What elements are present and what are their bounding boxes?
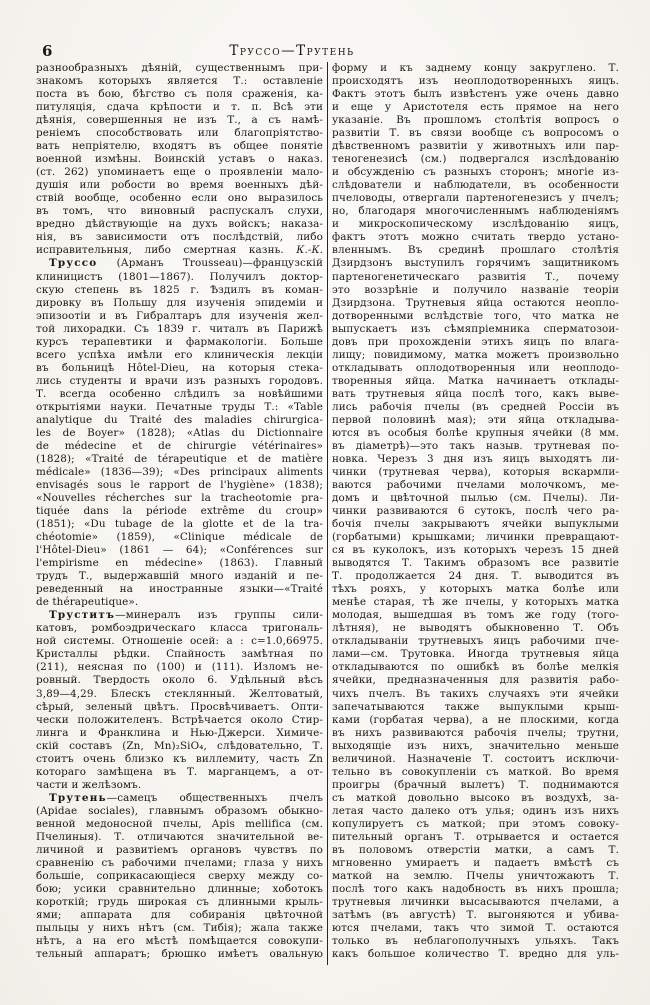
- text-line: тельно въ совокупленіи съ маткой. Во время: [332, 765, 619, 778]
- text-line: Фактъ этотъ былъ извѣстенъ уже очень давно: [332, 88, 619, 101]
- text-line: летая часто далеко отъ улья; одинъ изъ нихъ: [332, 804, 619, 817]
- text-line: tiquée dans la période extrême du croup»: [36, 505, 323, 518]
- text-line: лищу; повидимому, матка можетъ произвольно: [332, 348, 619, 361]
- text-line: откладываніи трутневыхъ яицъ рабочими пче-: [332, 635, 619, 648]
- text-line: выводятся Т. Такимъ образомъ все развитіе: [332, 557, 619, 570]
- text-line: всего успѣха имѣли его клиническія лекціи: [36, 348, 323, 361]
- text-line: envisagés sous le rapport de l'hygiène» (1838);: [36, 479, 323, 491]
- text-line: ются пчелами, такъ что зимой Т. остаются: [332, 922, 619, 935]
- text-line: l'Hôtel-Dieu» (1861 — 64); «Conférences sur: [36, 544, 323, 557]
- text-line: открытіями науки. Печатные труды Т.: «Table: [36, 400, 323, 413]
- text-line: чески положителенъ. Встрѣчается около Стир-: [36, 713, 323, 726]
- text-line: въ діаметрѣ)—это такъ назыв. трутневая по-: [332, 439, 619, 452]
- text-line: эпизоотіи и въ Гибралтаръ для изученія жел-: [36, 309, 323, 322]
- text-line: довъ при прохожденіи этихъ яицъ по влага-: [332, 335, 619, 348]
- text-line: знакомъ которыхъ является Т.: оставленіе: [36, 75, 323, 88]
- text-line: (1851); «Du tubage de la glotte et de la tra-: [36, 518, 323, 531]
- left-column: [36, 62, 323, 961]
- text-line: дѣянія, совершенныя не изъ Т., а съ намѣ-: [36, 114, 323, 127]
- text-line: бочія пчелы закрываютъ ячейки выпуклыми: [332, 518, 619, 531]
- page-header: [38, 42, 616, 60]
- text-line: лись рабочія пчелы (въ средней Россіи въ: [332, 400, 619, 413]
- text-line: лѣтняя), не выводятъ обыкновенно Т. Объ: [332, 622, 619, 635]
- text-line: выпускаетъ изъ сѣмяпріемника сперматозои-: [332, 322, 619, 335]
- text-line: Т. всегда особенно слѣдилъ за новѣйшими: [36, 387, 323, 400]
- text-line: вредно дѣйствующіе на духъ войскъ; наказа-: [36, 218, 323, 231]
- text-line: нія, въ зависимости отъ послѣдствій, либо: [36, 231, 323, 244]
- text-line: запечатываются также выпуклыми крыш-: [332, 700, 619, 713]
- text-line: военной измѣны. Воинскій уставъ о наказ.: [36, 153, 323, 166]
- text-line: чинки (трутневая черва), которыя вскармли-: [332, 465, 619, 478]
- text-line: Труссо (Арманъ Trousseau)—французскій: [49, 257, 323, 270]
- text-line: въ нихъ развиваются рабочія пчелы; трутни,: [332, 726, 619, 739]
- text-line: творенныя яйца. Матка начинаетъ отклады-: [332, 374, 619, 387]
- text-line: съ маткой довольно высоко въ воздухѣ, за-: [332, 791, 619, 804]
- text-line: сѣрый, зеленый цвѣтъ. Просвѣчиваетъ. Опти-: [36, 700, 323, 713]
- running-title: Труссо—Трутень: [229, 43, 355, 59]
- text-line: скій составъ (Zn, Mn)₂SiO₄, слѣдовательно, Т.: [36, 739, 323, 752]
- text-line: ся въ куколокъ, изъ которыхъ черезъ 15 дней: [332, 544, 619, 557]
- text-line: вать непріятелю, входятъ въ общее понятіе: [36, 140, 323, 153]
- text-line: (горбатыми) крышками; личинки превращают-: [332, 531, 619, 544]
- text-line: Кристаллы рѣдки. Спайность замѣтная по: [36, 648, 323, 661]
- text-line: короткій; грудь широкая съ длинными крыль-: [36, 896, 323, 908]
- entry-headword: Труссо: [49, 257, 98, 270]
- text-line: новка. Черезъ 3 дня изъ яицъ выходятъ ли-: [332, 452, 619, 465]
- text-line: курсъ терапевтики и фармакологіи. Больше: [36, 335, 323, 348]
- text-line: слѣдователи и наблюдатели, въ особенности: [332, 179, 619, 192]
- text-line: вленнымъ. Въ срединѣ прошлаго столѣтія: [332, 244, 619, 257]
- text-line: Труститъ—минералъ изъ группы сили-: [49, 609, 323, 622]
- text-line: линга и Франклина и Нью-Джерси. Химиче-: [36, 726, 323, 739]
- text-line: реніемъ способствовать или благопріятство-: [36, 127, 323, 140]
- text-line: Дзирдзонъ выступилъ горячимъ защитникомъ: [332, 257, 619, 270]
- text-line: лами—см. Трутовка. Иногда трутневыя яйца: [332, 648, 619, 661]
- text-line: «Nouvelles récherches sur la tracheotomie pra-: [36, 492, 323, 505]
- text-line: катовъ, ромбоэдрическаго класса тригональ-: [36, 622, 323, 635]
- text-line: ной системы. Отношеніе осей: a : c=1.0,66975.: [36, 635, 323, 648]
- text-line: копулируетъ съ маткой; при этомъ совоку-: [332, 817, 619, 830]
- text-line: исправительныя, либо смертная казнь. К.-К.: [36, 244, 323, 257]
- text-line: домъ и цвѣточной пылью (см. Пчелы). Ли-: [332, 492, 619, 505]
- text-line: и обсужденію съ разныхъ сторонъ; многіе из-: [332, 166, 619, 179]
- text-line: ствій вообще, особенно если оно выразилось: [36, 192, 323, 205]
- text-line: менѣе старая, тѣ же пчелы, у которыхъ матка: [332, 596, 619, 609]
- author-signature: К.-К.: [296, 244, 323, 257]
- text-line: 3,89—4,29. Блескъ стеклянный. Желтоватый,: [36, 687, 323, 700]
- text-line: Дзирдзона. Трутневыя яйца остаются неопло-: [332, 296, 619, 309]
- text-line: нѣтъ, а на его мѣстѣ помѣщается совокупи-: [36, 935, 323, 948]
- text-line: происходятъ изъ неоплодотворенныхъ яицъ.: [332, 75, 619, 88]
- text-line: личиной и развитіемъ органовъ чувствъ по: [36, 843, 323, 856]
- text-line: форму и къ заднему концу закруглено. Т.: [332, 62, 619, 74]
- text-line: но, благодаря многочисленнымъ наблюденіямъ: [332, 205, 619, 218]
- text-line: (211), неясная по (100) и (111). Изломъ не-: [36, 661, 323, 674]
- text-line: дировку въ Польшу для изученія эпидеміи и: [36, 296, 323, 309]
- text-line: (Apidae sociales), главнымъ образомъ обыкно-: [36, 804, 323, 817]
- text-line: большіе, соприкасающіеся сверху между со-: [36, 869, 323, 882]
- text-line: и еще у Аристотеля есть прямое на него: [332, 101, 619, 114]
- text-line: той лихорадки. Съ 1839 г. читалъ въ Парижѣ: [36, 322, 323, 335]
- text-line: это воззрѣніе и получило названіе теоріи: [332, 283, 619, 296]
- text-line: венной медоносной пчелы, Apis mellifica (см.: [36, 817, 323, 830]
- page-number: 6: [42, 42, 53, 60]
- text-line: de thérapeutique».: [36, 596, 139, 609]
- text-line: какъ большое количество Т. вредно для уль-: [332, 948, 619, 961]
- text-line: скую степень въ 1825 г. Ѣздилъ въ коман-: [36, 283, 323, 296]
- text-line: клиницистъ (1801—1867). Получилъ доктор-: [36, 270, 323, 283]
- text-line: ями; аппарата для собиранія цвѣточной: [36, 909, 323, 922]
- text-line: развитіи Т. въ связи вообще съ вопросомъ о: [332, 127, 619, 140]
- text-line: тельный аппаратъ; брюшко имѣетъ овальную: [36, 948, 323, 961]
- text-line: chéotomie» (1859), «Clinique médicale de: [36, 531, 323, 544]
- text-line: откладывать оплодотворенныя или неоплодо-: [332, 361, 619, 374]
- text-line: дѣвственномъ развитіи у животныхъ или пар-: [332, 140, 619, 153]
- text-line: разнообразныхъ дѣяній, существеннымъ при-: [36, 62, 323, 74]
- column-divider-rule: [327, 62, 328, 965]
- text-line: de médecine et de chirurgie vétérinaires»: [36, 439, 323, 452]
- text-line: части и желѣзомъ.: [36, 778, 142, 791]
- text-line: ровный. Твердость около 6. Удѣльный вѣсъ: [36, 674, 323, 687]
- text-line: питуляція, сдача крѣпости и т. п. Всѣ эти: [36, 101, 323, 114]
- text-line: мгновенно умираетъ и падаетъ вмѣстѣ съ: [332, 856, 619, 869]
- text-line: сравненію съ рабочими пчелами; глаза у нихъ: [36, 856, 323, 869]
- text-line: первой половинѣ мая); эти яйца откладыва-: [332, 413, 619, 426]
- text-line: послѣ того какъ надобность въ нихъ прошла;: [332, 882, 619, 895]
- text-line: Т. продолжается 24 дня. Т. выводится въ: [332, 570, 619, 583]
- text-line: тѣхъ рояхъ, у которыхъ матка болѣе или: [332, 583, 619, 596]
- text-line: поста въ бою, бѣгство съ поля сраженія, ка-: [36, 88, 323, 101]
- text-line: партеногенетическаго развитія Т., почему: [332, 270, 619, 283]
- text-line: Пчелиныя). Т. отличаются значительной ве-: [36, 830, 323, 843]
- text-line: чихъ пчелъ. Въ такихъ случаяхъ эти ячейки: [332, 687, 619, 700]
- text-line: реведенный на иностранные языки—«Traité: [36, 583, 323, 596]
- text-line: Трутень—самецъ общественныхъ пчелъ: [49, 791, 323, 804]
- text-line: выходящіе изъ нихъ, значительно меньше: [332, 739, 619, 752]
- text-line: проигры (брачный вылетъ) Т. поднимаются: [332, 778, 619, 791]
- entry-headword: Трутень: [49, 791, 107, 804]
- text-line: пыльцы у нихъ нѣтъ (см. Тибія); жала также: [36, 922, 323, 935]
- text-line: les de Boyer» (1828); «Atlas du Dictionnaire: [36, 426, 323, 439]
- text-line: стоитъ очень близко къ виллемиту, часть Zn: [36, 752, 323, 765]
- right-column: [332, 62, 619, 961]
- text-line: ячейки, предназначенныя для развитія рабо-: [332, 674, 619, 687]
- text-line: затѣмъ (въ августѣ) Т. выгоняются и убива-: [332, 909, 619, 922]
- text-line: médicale» (1836—39); «Des principaux aliments: [36, 465, 323, 478]
- text-line: трутневыя личинки высасываются пчелами, а: [332, 896, 619, 908]
- text-line: (ст. 262) упоминаетъ еще о проявленіи мало-: [36, 166, 323, 179]
- text-line: бою; усики сравнительно длинные; хоботокъ: [36, 882, 323, 895]
- text-line: теногенезисѣ (см.) подвергался изслѣдованію: [332, 153, 619, 166]
- text-line: душія или робости во время военныхъ дѣй-: [36, 179, 323, 192]
- text-line: маткой на землю. Пчелы уничтожаютъ Т.: [332, 869, 619, 882]
- text-line: молодая, вышедшая въ томъ же году (того-: [332, 609, 619, 622]
- text-line: (1828); «Traité de térapeutique et de matière: [36, 452, 323, 465]
- text-line: въ больницѣ Hôtel-Dieu, на которыя стека-: [36, 361, 323, 374]
- text-line: пительный органъ Т. отрывается и остается: [332, 830, 619, 843]
- entry-headword: Труститъ: [49, 609, 116, 622]
- text-line: только въ неблагополучныхъ ульяхъ. Такъ: [332, 935, 619, 948]
- text-line: дотворенными вслѣдствіе того, что матка не: [332, 309, 619, 322]
- text-line: откладываются по ошибкѣ въ болѣе мелкія: [332, 661, 619, 674]
- text-line: лись студенты и врачи изъ разныхъ городовъ.: [36, 374, 323, 387]
- text-line: и микроскопическому изслѣдованію яицъ,: [332, 218, 619, 231]
- text-line: l'empirisme en médecine» (1863). Главный: [36, 557, 323, 570]
- text-line: чинки развиваются 6 сутокъ, послѣ чего ра-: [332, 505, 619, 518]
- text-line: analytique du Traité des maladies chirurgica-: [36, 413, 323, 426]
- text-line: въ томъ, что виновный распускалъ слухи,: [36, 205, 323, 218]
- text-line: ками (горбатая черва), а не плоскими, когда: [332, 713, 619, 726]
- text-line: ваются рабочими пчелами молочкомъ, ме-: [332, 479, 619, 491]
- text-line: ются въ особыя болѣе крупныя ячейки (8 мм.: [332, 426, 619, 439]
- text-line: трудъ Т., выдержавшій много изданій и пе-: [36, 570, 323, 583]
- text-line: вать трутневыя яйца послѣ того, какъ выве-: [332, 387, 619, 400]
- text-line: пчеловоды, отвергали партеногенезисъ у пчелъ;: [332, 192, 619, 205]
- text-line: въ половомъ отверстіи матки, а самъ Т.: [332, 843, 619, 856]
- text-line: котораго замѣщена въ Т. марганцемъ, а от-: [36, 765, 323, 778]
- text-line: указаніе. Въ прошломъ столѣтія вопросъ о: [332, 114, 619, 127]
- text-line: величиной. Назначеніе Т. состоитъ исключи-: [332, 752, 619, 765]
- text-line: фактъ этотъ можно считать твердо устано-: [332, 231, 619, 244]
